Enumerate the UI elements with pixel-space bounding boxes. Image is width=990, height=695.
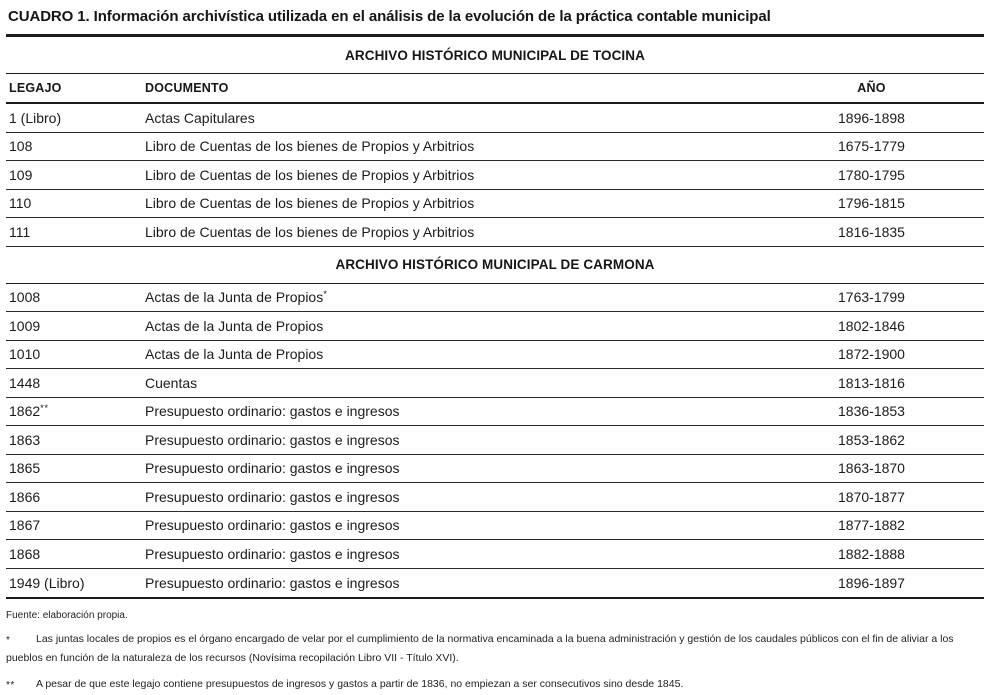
cell-legajo: 1865 [9, 460, 41, 477]
table-row [6, 341, 984, 370]
cell-legajo: 1010 [9, 346, 41, 363]
cell-legajo: 1863 [9, 431, 41, 448]
cell-ano: 1813-1816 [838, 374, 905, 391]
table-row [6, 161, 984, 190]
section-header-tocina: ARCHIVO HISTÓRICO MUNICIPAL DE TOCINA [6, 37, 984, 74]
cell-ano: 1780-1795 [838, 166, 905, 183]
cell-ano: 1896-1898 [838, 109, 905, 126]
column-header-legajo: LEGAJO [9, 81, 62, 95]
footnote-text: Las juntas locales de propios es el órgano encargado de velar por el cumplimiento de la normativa encaminada a la buena administración y gestión de los caudales públicos con el fin de aliviar a los pueblos en función de la naturaleza de los recursos (Novísima recopilación Libro VII - Título XVI). [6, 633, 954, 664]
cell-ano: 1763-1799 [838, 289, 905, 306]
table-row [6, 569, 984, 598]
cell-ano: 1816-1835 [838, 223, 905, 240]
cell-documento: Presupuesto ordinario: gastos e ingresos [145, 517, 400, 534]
table-row [6, 369, 984, 398]
cell-legajo: 110 [9, 195, 32, 212]
cell-ano: 1802-1846 [838, 317, 905, 334]
footnote-marker: * [6, 635, 11, 646]
table-row [6, 398, 984, 427]
section-header-carmona: ARCHIVO HISTÓRICO MUNICIPAL DE CARMONA [6, 247, 984, 284]
footnote-text: A pesar de que este legajo contiene presupuestos de ingresos y gastos a partir de 1836, no empiezan a ser consecutivos sino desde 1845. [36, 678, 684, 690]
source-note: Fuente: elaboración propia. [6, 610, 128, 621]
cell-documento: Presupuesto ordinario: gastos e ingresos [145, 488, 400, 505]
cell-ano: 1853-1862 [838, 431, 905, 448]
table-row [6, 284, 984, 313]
cell-ano: 1870-1877 [838, 488, 905, 505]
cell-ano: 1836-1853 [838, 403, 905, 420]
cell-legajo: 108 [9, 138, 33, 155]
cell-legajo: 1448 [9, 374, 41, 391]
cell-documento: Actas de la Junta de Propios [145, 317, 324, 334]
cell-legajo: 109 [9, 166, 33, 183]
table-row [6, 540, 984, 569]
column-header-ano: AÑO [857, 81, 886, 95]
table-row [6, 104, 984, 133]
cell-ano: 1872-1900 [838, 346, 905, 363]
table-row [6, 133, 984, 162]
cell-ano: 1796-1815 [838, 195, 905, 212]
column-header-documento: DOCUMENTO [145, 81, 229, 95]
cell-documento: Libro de Cuentas de los bienes de Propios y Arbitrios [145, 138, 475, 155]
cell-documento: Presupuesto ordinario: gastos e ingresos [145, 431, 400, 448]
table-row [6, 312, 984, 341]
table-row [6, 190, 984, 219]
cell-legajo: 1868 [9, 545, 41, 562]
table-row [6, 483, 984, 512]
cell-documento: Presupuesto ordinario: gastos e ingresos [145, 574, 400, 591]
cell-legajo: 1009 [9, 317, 41, 334]
cell-documento: Actas de la Junta de Propios* [145, 289, 328, 306]
cell-legajo: 1949 (Libro) [9, 574, 85, 591]
footnote-ref: * [323, 289, 328, 301]
cell-ano: 1675-1779 [838, 138, 905, 155]
table-row [6, 455, 984, 484]
cell-documento: Cuentas [145, 374, 198, 391]
cell-documento: Presupuesto ordinario: gastos e ingresos [145, 545, 400, 562]
archive-table [6, 34, 984, 599]
cell-legajo: 1862** [9, 403, 49, 420]
cell-documento: Presupuesto ordinario: gastos e ingresos [145, 403, 400, 420]
cell-ano: 1896-1897 [838, 574, 905, 591]
cell-documento: Libro de Cuentas de los bienes de Propios y Arbitrios [145, 166, 475, 183]
footnote [6, 676, 984, 695]
cell-ano: 1877-1882 [838, 517, 905, 534]
cell-documento: Libro de Cuentas de los bienes de Propios y Arbitrios [145, 223, 475, 240]
footnotes [6, 631, 984, 695]
cell-documento: Actas de la Junta de Propios [145, 346, 324, 363]
footnote-ref: ** [40, 403, 49, 415]
cell-documento: Libro de Cuentas de los bienes de Propios y Arbitrios [145, 195, 475, 212]
footnote [6, 631, 984, 666]
cell-ano: 1882-1888 [838, 545, 905, 562]
cell-legajo: 1867 [9, 517, 41, 534]
cell-legajo: 1 (Libro) [9, 109, 62, 126]
cell-legajo: 1866 [9, 488, 41, 505]
cell-documento: Actas Capitulares [145, 109, 255, 126]
table-row [6, 512, 984, 541]
table-row [6, 426, 984, 455]
column-header-row [6, 74, 984, 104]
cell-legajo: 111 [9, 223, 31, 240]
table-row [6, 218, 984, 247]
cell-ano: 1863-1870 [838, 460, 905, 477]
cell-legajo: 1008 [9, 289, 41, 306]
footnote-marker: ** [6, 680, 15, 691]
table-title: CUADRO 1. Información archivística utilizada en el análisis de la evolución de la práctica contable municipal [8, 8, 771, 25]
cell-documento: Presupuesto ordinario: gastos e ingresos [145, 460, 400, 477]
